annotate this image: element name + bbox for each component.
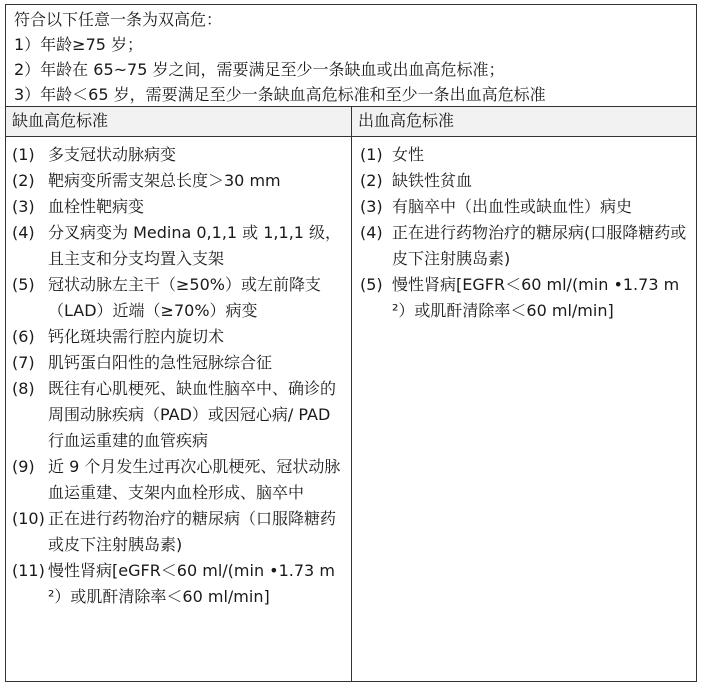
ischemic-criterion-item [6, 558, 351, 610]
ischemic-criterion-item-text: 多支冠状动脉病变 [48, 145, 177, 164]
ischemic-criterion-item-number: (4) [12, 223, 35, 242]
bleeding-criteria-list [352, 137, 696, 681]
ischemic-criterion-item-number: (11) [12, 561, 45, 580]
ischemic-criterion-item-text: 慢性肾病[eGFR＜60 ml/(min •1.73 m²）或肌酐清除率＜60 ml/min] [48, 561, 335, 606]
ischemic-criterion-item-text: 正在进行药物治疗的糖尿病（口服降糖药或皮下注射胰岛素) [48, 509, 337, 554]
bleeding-criterion-item-number: (2) [360, 171, 383, 190]
bleeding-criterion-item-text: 慢性肾病[EGFR＜60 ml/(min •1.73 m²）或肌酐清除率＜60 ml/min] [392, 275, 680, 320]
table-header-row [6, 107, 696, 137]
ischemic-criteria-list [6, 137, 352, 681]
intro-section [6, 5, 696, 107]
table-body-row [6, 137, 696, 681]
ischemic-criterion-item-text: 分叉病变为 Medina 0,1,1 或 1,1,1 级，且主支和分支均置入支架 [48, 223, 342, 268]
ischemic-criterion-item-text: 血栓性靶病变 [48, 197, 145, 216]
bleeding-criterion-item-text: 有脑卒中（出血性或缺血性）病史 [392, 197, 633, 216]
ischemic-criterion-item [6, 506, 351, 558]
ischemic-criterion-item-text: 钙化斑块需行腔内旋切术 [48, 327, 225, 346]
ischemic-criterion-item [6, 194, 351, 220]
ischemic-criterion-item-text: 肌钙蛋白阳性的急性冠脉综合征 [48, 353, 273, 372]
ischemic-criterion-item [6, 454, 351, 506]
ischemic-criterion-item [6, 142, 351, 168]
bleeding-criterion-item [352, 220, 696, 272]
ischemic-criterion-item-number: (8) [12, 379, 35, 398]
ischemic-criterion-item [6, 324, 351, 350]
bleeding-criterion-item-text: 女性 [392, 145, 425, 164]
ischemic-criterion-item-number: (10) [12, 509, 45, 528]
criteria-table [5, 4, 697, 682]
ischemic-criterion-item [6, 272, 351, 324]
ischemic-criterion-item-number: (1) [12, 145, 35, 164]
ischemic-header: 缺血高危标准 [6, 107, 352, 136]
ischemic-criterion-item [6, 350, 351, 376]
ischemic-criterion-item-text: 靶病变所需支架总长度＞30 mm [48, 171, 281, 190]
ischemic-criterion-item-number: (5) [12, 275, 35, 294]
ischemic-criterion-item-number: (7) [12, 353, 35, 372]
ischemic-criterion-item [6, 220, 351, 272]
ischemic-criterion-item-number: (3) [12, 197, 35, 216]
ischemic-criterion-item-number: (6) [12, 327, 35, 346]
ischemic-criterion-item [6, 376, 351, 454]
ischemic-criterion-item-number: (2) [12, 171, 35, 190]
bleeding-criterion-item-text: 正在进行药物治疗的糖尿病(口服降糖药或皮下注射胰岛素) [392, 223, 687, 268]
ischemic-criterion-item-text: 既往有心肌梗死、缺血性脑卒中、确诊的周围动脉疾病（PAD）或因冠心病/ PAD 行血运重建的血管疾病 [48, 379, 337, 450]
bleeding-criterion-item-text: 缺铁性贫血 [392, 171, 473, 190]
bleeding-criterion-item [352, 142, 696, 168]
bleeding-criterion-item-number: (4) [360, 223, 383, 242]
bleeding-criterion-item [352, 194, 696, 220]
ischemic-criterion-item-number: (9) [12, 457, 35, 476]
bleeding-criterion-item-number: (3) [360, 197, 383, 216]
ischemic-criterion-item-text: 冠状动脉左主干（≥50%）或左前降支（LAD）近端（≥70%）病变 [48, 275, 321, 320]
ischemic-criterion-item [6, 168, 351, 194]
bleeding-criterion-item-number: (1) [360, 145, 383, 164]
bleeding-criterion-item-number: (5) [360, 275, 383, 294]
ischemic-criterion-item-text: 近 9 个月发生过再次心肌梗死、冠状动脉血运重建、支架内血栓形成、脑卒中 [48, 457, 341, 502]
intro-title: 符合以下任意一条为双高危： [14, 10, 223, 29]
bleeding-criterion-item [352, 168, 696, 194]
bleeding-header: 出血高危标准 [358, 111, 455, 130]
intro-line: 2）年龄在 65~75 岁之间，需要满足至少一条缺血或出血高危标准； [14, 60, 505, 79]
intro-line: 1）年龄≥75 岁； [14, 35, 144, 54]
bleeding-criterion-item [352, 272, 696, 324]
intro-line: 3）年龄＜65 岁，需要满足至少一条缺血高危标准和至少一条出血高危标准 [14, 85, 546, 104]
